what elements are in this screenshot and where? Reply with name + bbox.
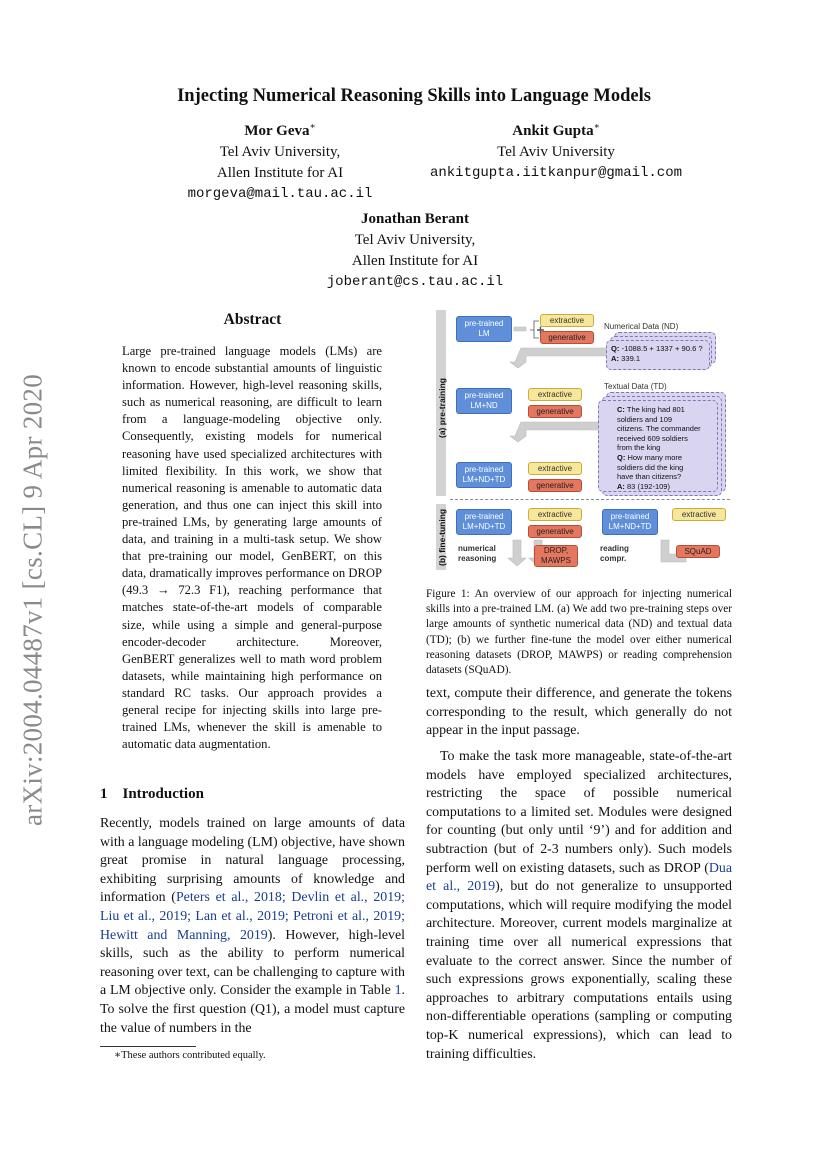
figure-caption <box>426 587 732 678</box>
author-mark: ∗ <box>593 121 600 131</box>
td-q-label: Q: <box>617 452 626 462</box>
extractive-head: extractive <box>540 314 594 327</box>
author-email[interactable]: ankitgupta.iitkanpur@gmail.com <box>429 165 683 181</box>
intro-text: ). However, high-level skills, such as the ability to perform numerical reasoning over text, can be challenging to capture with a LM objective only. Consider the example in Table <box>100 927 405 999</box>
extractive-head: extractive <box>672 508 726 521</box>
nd-a-label: A: <box>611 354 620 363</box>
td-answer: 83 (192-109) <box>627 481 670 491</box>
extractive-head: extractive <box>528 462 582 475</box>
citation-link[interactable]: Peters et al., 2018; Devlin et al., 2019; Liu et al., 2019; Lan et al., 2019; Petroni et al., 2019; Hewitt and Manning, 2019 <box>100 890 405 943</box>
section-heading-introduction: 1 Introduction <box>100 786 204 802</box>
caption-text: An overview of our approach for injecting numerical skills into a pre-trained LM. (a) We add two pre-training steps over large amounts of synthetic numerical data (ND) and textual data (TD); (b) we further fine-tune the model over either numerical reasoning datasets (DROP, MAWPS) or reading comprehension datasets (SQuAD). <box>426 588 732 677</box>
nd-card <box>606 340 710 370</box>
generative-head: generative <box>528 479 582 492</box>
finetune-lm-box-rc: pre-trained LM+ND+TD <box>602 509 658 535</box>
right-text: ), but do not generalize to unsupported computations, which will require modifying the model architecture. Moreover, current models marginalize at training time over all numerical expressions that evaluate to the correct answer. Since the number of such expressions grows exponentially, scaling these approaches to arbitrary computations entails using non-differentiable operations (sampling or computing top-K numerical expressions), which can lead to training difficulties. <box>426 879 732 1062</box>
intro-paragraph <box>100 815 405 1038</box>
author-email[interactable]: morgeva@mail.tau.ac.il <box>187 186 373 202</box>
author-affiliation: Allen Institute for AI <box>216 165 344 181</box>
author-block-3 <box>270 209 560 293</box>
author-mark: ∗ <box>309 121 316 131</box>
footnote: ∗These authors contributed equally. <box>114 1050 266 1061</box>
author-block-1 <box>160 116 400 205</box>
td-card <box>598 400 718 492</box>
citation-link[interactable]: Dua et al., 2019 <box>426 860 732 895</box>
finetuning-label: (b) fine-tuning <box>437 508 447 566</box>
pretrained-lm-box: pre-trained LM <box>456 316 512 342</box>
td-c-label: C: <box>617 405 625 414</box>
generative-head: generative <box>528 405 582 418</box>
drop-mawps-datasets: DROP, MAWPS <box>534 545 578 567</box>
nd-question: -1088.5 + 1337 + 90.6 ? <box>621 344 703 353</box>
abstract-text: Large pre-trained language models (LMs) are known to encode substantial amounts of linguistic information. However, high-level reasoning skills, such as numerical reasoning, are difficult to learn from a language-modeling objective only. Consequently, existing models for numerical reasoning have used specialized architectures with limited flexibility. In this work, we show that numerical reasoning is amenable to automatic data generation, and thus one can inject this skill into pre-trained LMs, by generating large amounts of data, and training in a multi-task setup. We show that pre-training our model, GenBERT, on this data, dramatically improves performance on DROP (49.3 → 72.3 F1), reaching performance that matches state-of-the-art models of comparable size, while using a simple and general-purpose encoder-decoder architecture. Moreover, GenBERT generalizes well to math word problem datasets, while maintaining high performance on standard RC tasks. Our approach provides a general recipe for injecting skills into large pre-trained LMs, whenever the skill is amenable to automatic data augmentation. <box>122 344 382 752</box>
finetune-lm-box-numerical: pre-trained LM+ND+TD <box>456 509 512 535</box>
nd-q-label: Q: <box>611 344 620 353</box>
arxiv-watermark <box>6 360 60 840</box>
right-text: To make the task more manageable, state-of-the-art models have employed specialized architectures, restricting the space of possible numerical computations to a limited set. Modules were designed for counting (but only until ‘9’) and for addition and subtraction (but of 2-3 numbers only). Such models perform well on existing datasets, such as DROP ( <box>426 749 732 876</box>
pretrained-lm-nd-box: pre-trained LM+ND <box>456 388 512 414</box>
author-name: Ankit Gupta <box>512 123 594 139</box>
pretraining-label: (a) pre-training <box>437 378 447 438</box>
intro-text: Recently, models trained on large amounts of data with a language modeling (LM) objective, have shown great promise in natural language processing, exhibiting surprising amounts of knowledge and information ( <box>100 816 405 906</box>
td-question: How many more soldiers did the king have than citizens? <box>617 452 684 482</box>
arxiv-id: arXiv:2004.04487v1 [cs.CL] 9 Apr 2020 <box>17 373 48 827</box>
right-paragraph-2 <box>426 748 732 1064</box>
pretrained-lm-nd-td-box: pre-trained LM+ND+TD <box>456 462 512 488</box>
numerical-reasoning-label: numerical reasoning <box>458 544 497 563</box>
extractive-head: extractive <box>528 508 582 521</box>
author-email[interactable]: joberant@cs.tau.ac.il <box>326 274 504 290</box>
generative-head: generative <box>540 331 594 344</box>
author-name: Mor Geva <box>244 123 310 139</box>
generative-head: generative <box>528 525 582 538</box>
abstract-heading: Abstract <box>223 311 282 328</box>
td-title: Textual Data (TD) <box>604 382 667 391</box>
nd-title: Numerical Data (ND) <box>604 322 679 331</box>
reading-compr-label: reading compr. <box>600 544 629 563</box>
author-affiliation: Tel Aviv University, <box>354 232 476 248</box>
squad-dataset: SQuAD <box>676 545 720 558</box>
table-ref-link[interactable]: 1 <box>394 983 402 999</box>
author-block-2 <box>394 116 718 184</box>
nd-answer: 339.1 <box>621 354 641 363</box>
figure-1 <box>426 308 732 578</box>
author-affiliation: Tel Aviv University, <box>219 144 341 160</box>
author-affiliation: Tel Aviv University <box>497 144 615 160</box>
paper-title: Injecting Numerical Reasoning Skills into Language Models <box>177 86 651 106</box>
footnote-rule <box>100 1046 196 1047</box>
extractive-head: extractive <box>528 388 582 401</box>
author-name: Jonathan Berant <box>361 211 469 227</box>
intro-text: . To solve the first question (Q1), a model must capture the value of numbers in the <box>100 983 405 1036</box>
td-a-label: A: <box>617 481 625 491</box>
right-paragraph-1: text, compute their difference, and generate the tokens corresponding to the result, which generally do not appear in the input passage. <box>426 686 732 739</box>
author-affiliation: Allen Institute for AI <box>351 253 479 269</box>
td-context: The king had 801 soldiers and 109 citizens. The commander received 609 soldiers from the king <box>617 405 701 453</box>
caption-label: Figure 1: <box>426 588 470 600</box>
